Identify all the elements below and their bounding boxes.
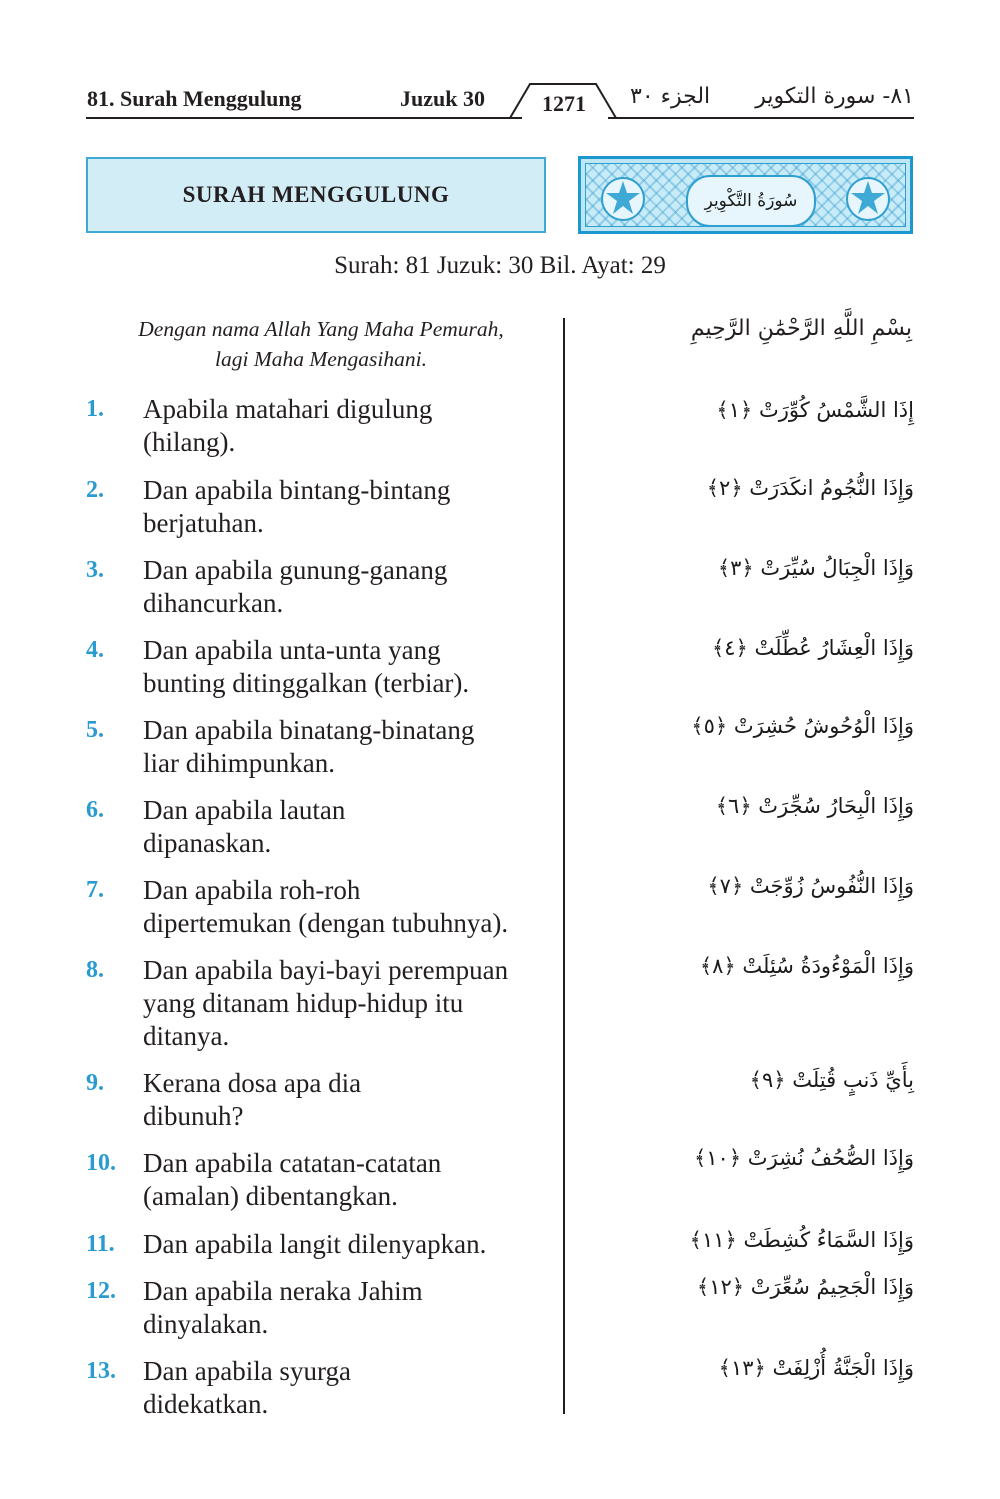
verse-number: 13.: [86, 1358, 116, 1384]
header-surah-title: 81. Surah Menggulung: [87, 86, 302, 111]
header-arabic-surah: ٨١- سورة التكوير: [755, 84, 914, 109]
column-divider: [563, 318, 565, 1414]
verse-number: 9.: [86, 1070, 104, 1096]
verse-arabic: إِذَا الشَّمْسُ كُوِّرَتْ ﴿١﴾: [716, 398, 914, 422]
page-number: 1271: [542, 91, 586, 116]
verse-number: 11.: [86, 1231, 115, 1257]
header-arabic-juz: الجزء ٣٠: [630, 84, 711, 109]
verse-arabic: وَإِذَا الصُّحُفُ نُشِرَتْ ﴿١٠﴾: [693, 1146, 914, 1170]
basmala-translation: Dengan nama Allah Yang Maha Pemurah, lagi Maha Mengasihani.: [138, 317, 504, 371]
arabic-surah-name: سُورَةُ التَّكْوِيرِ: [686, 175, 816, 227]
verse-translation: Dan apabila syurga didekatkan.: [143, 1356, 351, 1419]
header-juzuk: Juzuk 30: [400, 86, 485, 111]
star-ornament-icon: [845, 176, 891, 222]
verse-number: 7.: [86, 877, 104, 903]
surah-title-box: [86, 157, 546, 233]
verse-number: 1.: [86, 396, 104, 422]
verse-arabic: وَإِذَا الْبِحَارُ سُجِّرَتْ ﴿٦﴾: [715, 794, 914, 818]
verse-number: 5.: [86, 717, 104, 743]
verse-arabic: وَإِذَا الْوُحُوشُ حُشِرَتْ ﴿٥﴾: [691, 714, 914, 738]
verse-number: 10.: [86, 1150, 116, 1176]
verse-number: 6.: [86, 797, 104, 823]
verse-translation: Dan apabila gunung-ganang dihancurkan.: [143, 555, 448, 618]
verse-translation: Dan apabila langit dilenyapkan.: [143, 1229, 487, 1259]
star-ornament-icon: [600, 176, 646, 222]
verse-translation: Dan apabila binatang-binatang liar dihimpunkan.: [143, 715, 475, 778]
verse-number: 3.: [86, 557, 104, 583]
surah-title: SURAH MENGGULUNG: [182, 182, 450, 207]
verse-arabic: وَإِذَا الْمَوْءُودَةُ سُئِلَتْ ﴿٨﴾: [699, 954, 914, 978]
verse-translation: Dan apabila lautan dipanaskan.: [143, 795, 346, 858]
verse-arabic: وَإِذَا الْجِبَالُ سُيِّرَتْ ﴿٣﴾: [717, 556, 914, 580]
verse-translation: Dan apabila catatan-catatan (amalan) dibentangkan.: [143, 1148, 442, 1211]
verse-arabic: بِأَيِّ ذَنبٍ قُتِلَتْ ﴿٩﴾: [749, 1068, 914, 1092]
verse-translation: Kerana dosa apa dia dibunuh?: [143, 1068, 362, 1131]
verse-arabic: وَإِذَا السَّمَاءُ كُشِطَتْ ﴿١١﴾: [689, 1228, 914, 1252]
ornamental-frame: [578, 156, 913, 234]
basmala-arabic: بِسْمِ اللَّهِ الرَّحْمَٰنِ الرَّحِيمِ: [690, 316, 912, 341]
verse-number: 2.: [86, 477, 104, 503]
verse-translation: Dan apabila bintang-bintang berjatuhan.: [143, 475, 451, 538]
verse-arabic: وَإِذَا الْجَنَّةُ أُزْلِفَتْ ﴿١٣﴾: [718, 1356, 914, 1380]
ornamental-pattern: [585, 163, 906, 227]
verse-number: 4.: [86, 637, 104, 663]
verse-translation: Dan apabila unta-unta yang bunting ditinggalkan (terbiar).: [143, 635, 470, 698]
verse-arabic: وَإِذَا الْجَحِيمُ سُعِّرَتْ ﴿١٢﴾: [696, 1275, 914, 1299]
surah-info: Surah: 81 Juzuk: 30 Bil. Ayat: 29: [334, 252, 666, 279]
verse-translation: Apabila matahari digulung (hilang).: [143, 394, 433, 457]
verse-translation: Dan apabila neraka Jahim dinyalakan.: [143, 1276, 423, 1339]
verse-arabic: وَإِذَا الْعِشَارُ عُطِّلَتْ ﴿٤﴾: [711, 636, 914, 660]
verse-translation: Dan apabila roh-roh dipertemukan (dengan tubuhnya).: [143, 875, 509, 938]
verse-arabic: وَإِذَا النُّجُومُ انكَدَرَتْ ﴿٢﴾: [706, 476, 914, 500]
verse-arabic: وَإِذَا النُّفُوسُ زُوِّجَتْ ﴿٧﴾: [707, 874, 914, 898]
verse-translation: Dan apabila bayi-bayi perempuan yang ditanam hidup-hidup itu ditanya.: [143, 955, 509, 1051]
verse-number: 8.: [86, 957, 104, 983]
verse-number: 12.: [86, 1278, 116, 1304]
